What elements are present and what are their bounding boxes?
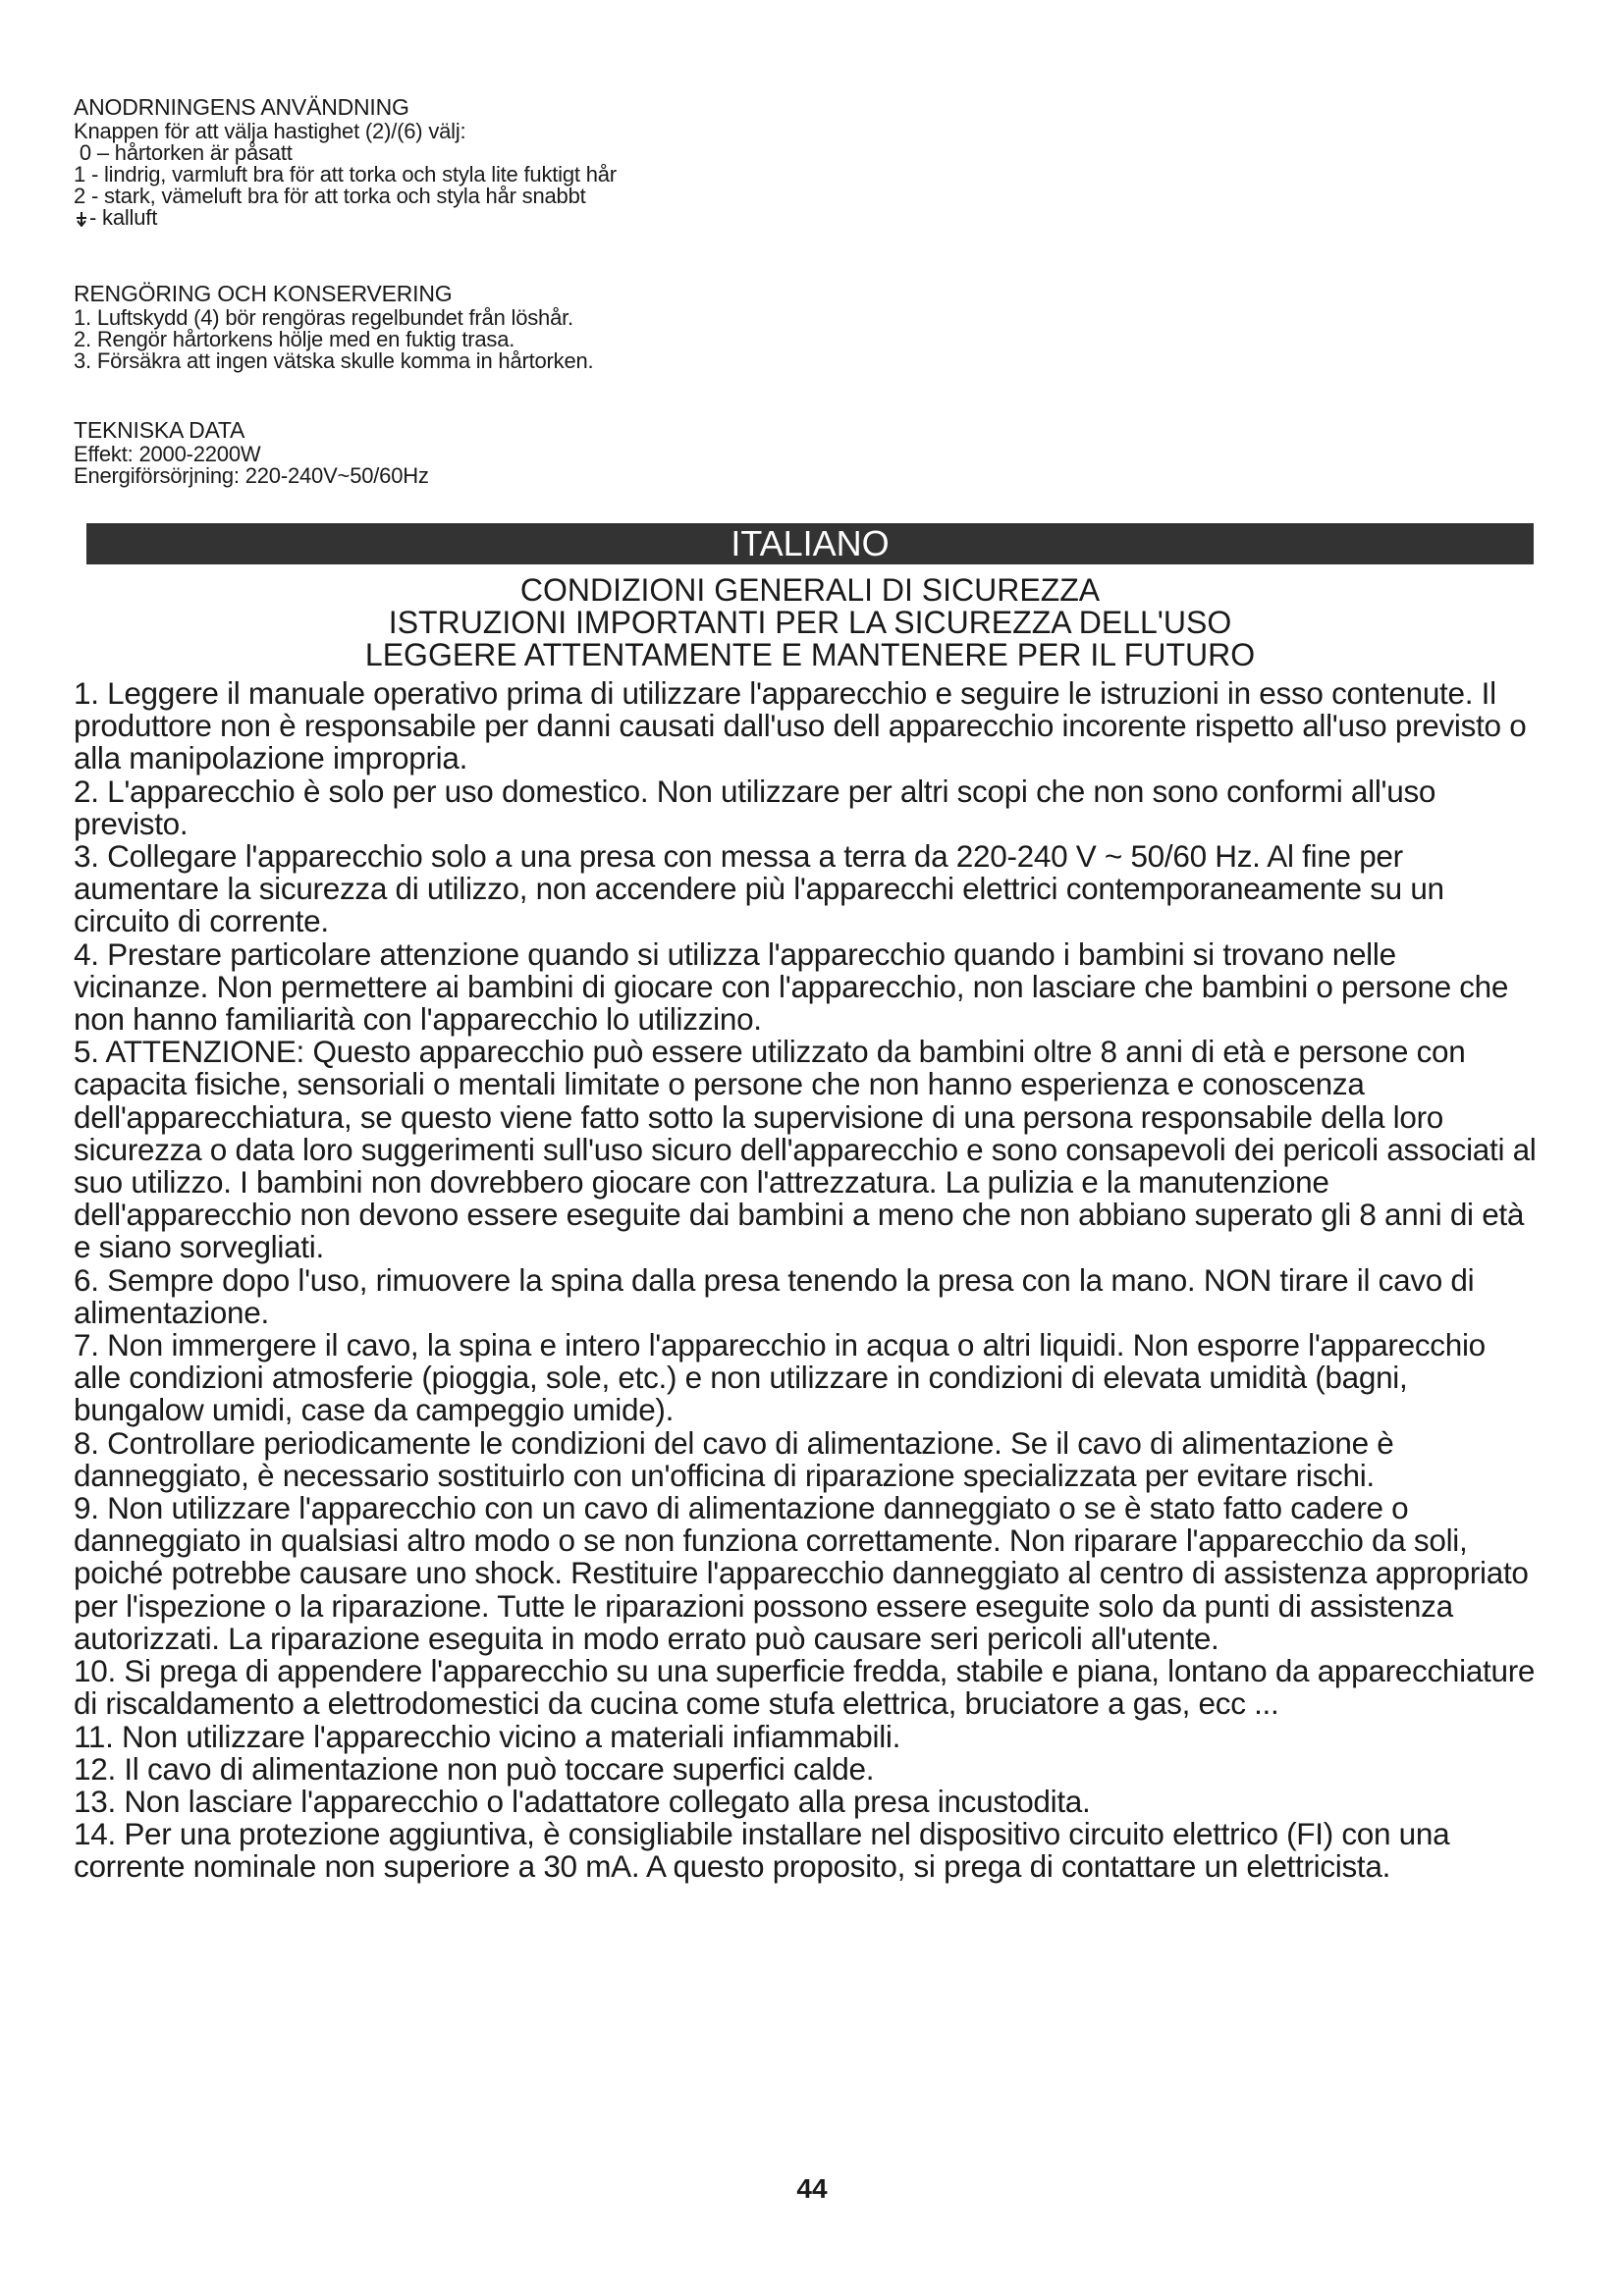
it-safety-item: 9. Non utilizzare l'apparecchio con un cavo di alimentazione danneggiato o se è stato fatto cadere o danneggiato in qualsiasi altro modo o se non funziona correttamente. Non riparare l'apparecchio da soli, poiché potrebbe causare uno shock. Restituire l'apparecchio danneggiato al centro di assistenza appropriato per l'ispezione o la riparazione. Tutte le riparazioni possono essere eseguite solo da punti di assistenza autorizzati. La riparazione eseguita in modo errato può causare seri pericoli all'utente. [74,1490,1529,1656]
sv-usage-line: 2 - stark, vämeluft bra för att torka och styla hår snabbt [74,184,586,208]
sv-usage-section [74,96,1056,229]
sv-cleaning-line: 2. Rengör hårtorkens hölje med en fuktig trasa. [74,327,515,351]
it-headings [74,574,1546,671]
it-safety-item: 13. Non lasciare l'apparecchio o l'adattatore collegato alla presa incustodita. [74,1783,1091,1819]
it-safety-item: 14. Per una protezione aggiuntiva, è consigliabile installare nel dispositivo circuito elettrico (FI) con una corrente nominale non superiore a 30 mA. A questo proposito, si prega di contattare un elettricista. [74,1816,1450,1885]
sv-cleaning-section [74,283,1056,372]
sv-usage-line: 0 – hårtorken är påsatt [74,140,293,165]
it-safety-item: 11. Non utilizzare l'apparecchio vicino a materiali infiammabili. [74,1718,901,1754]
language-header-bar: ITALIANO [86,523,1534,564]
sv-cleaning-line: 1. Luftskydd (4) bör rengöras regelbundet från löshår. [74,305,573,330]
page-number: 44 [796,2173,828,2204]
sv-tech-line: Energiförsörjning: 220-240V~50/60Hz [74,463,429,488]
sv-cleaning-line: 3. Försäkra att ingen vätska skulle komma in hårtorken. [74,348,594,373]
it-heading: LEGGERE ATTENTAMENTE E MANTENERE PER IL FUTURO [364,637,1256,672]
it-safety-item: 5. ATTENZIONE: Questo apparecchio può essere utilizzato da bambini oltre 8 anni di età e persone con capacita fisiche, sensoriali o mentali limitate o persone che non hanno esperienza e conoscenza dell'apparecchiatura, se questo viene fatto sotto la supervisione di una persona responsabile della loro sicurezza o data loro suggerimenti sull'uso sicuro dell'apparecchio e sono consapevoli dei pericoli associati al suo utilizzo. I bambini non dovrebbero giocare con l'attrezzatura. La pulizia e la manutenzione dell'apparecchio non devono essere eseguite dai bambini a meno che non abbiano superato gli 8 anni di età e siano sorvegliati. [74,1034,1537,1265]
it-safety-list [74,677,1537,1884]
it-safety-item: 10. Si prega di appendere l'apparecchio su una superficie fredda, stabile e piana, lontano da apparecchiature di riscaldamento a elettrodomestici da cucina come stufa elettrica, bruciatore a gas, ecc ... [74,1653,1536,1722]
it-safety-item: 2. L'apparecchio è solo per uso domestico. Non utilizzare per altri scopi che non sono conformi all'uso previsto. [74,773,1436,841]
it-safety-item: 12. Il cavo di alimentazione non può toccare superfici calde. [74,1750,875,1787]
cold-air-icon [74,207,89,229]
sv-tech-line: Effekt: 2000-2200W [74,442,261,466]
sv-usage-line: 1 - lindrig, varmluft bra för att torka och styla lite fuktigt hår [74,162,617,187]
it-safety-item: 1. Leggere il manuale operativo prima di utilizzare l'apparecchio e seguire le istruzioni in esso contenute. Il produttore non è responsabile per danni causati dall'uso dell apparecchio incorente rispetto all'uso previsto o alla manipolazione impropria. [74,675,1527,776]
it-heading: CONDIZIONI GENERALI DI SICUREZZA [519,572,1101,608]
it-safety-item: 3. Collegare l'apparecchio solo a una presa con messa a terra da 220-240 V ~ 50/60 Hz. Al fine per aumentare la sicurezza di utilizzo, non accendere più l'apparecchi elettrici contemporaneamente su un circuito di corrente. [74,838,1444,939]
it-safety-item: 4. Prestare particolare attenzione quando si utilizza l'apparecchio quando i bambini si trovano nelle vicinanze. Non permettere ai bambini di giocare con l'apparecchio, non lasciare che bambini o persone che non hanno familiarità con l'apparecchio lo utilizzino. [74,935,1509,1038]
sv-usage-line: Knappen för att välja hastighet (2)/(6) välj: [74,119,466,143]
sv-cleaning-heading: RENGÖRING OCH KONSERVERING [74,281,453,306]
sv-usage-heading: ANODRNINGENS ANVÄNDNING [74,94,409,120]
sv-tech-heading: TEKNISKA DATA [74,417,245,443]
sv-cold-air-line [74,207,1056,229]
sv-tech-section [74,419,1056,487]
it-safety-item: 8. Controllare periodicamente le condizioni del cavo di alimentazione. Se il cavo di alimentazione è danneggiato, è necessario sostituirlo con un'officina di riparazione specializzata per evitare rischi. [74,1424,1394,1493]
it-safety-item: 7. Non immergere il cavo, la spina e intero l'apparecchio in acqua o altri liquidi. Non esporre l'apparecchio alle condizioni atmosferie (pioggia, sole, etc.) e non utilizzare in condizioni di elevata umidità (bagni, bungalow umidi, case da campeggio umide). [74,1327,1486,1428]
sv-cold-air-label: - kalluft [89,205,158,230]
it-safety-item: 6. Sempre dopo l'uso, rimuovere la spina dalla presa tenendo la presa con la mano. NON tirare il cavo di alimentazione. [74,1261,1475,1330]
it-heading: ISTRUZIONI IMPORTANTI PER LA SICUREZZA DELL'USO [388,605,1232,640]
